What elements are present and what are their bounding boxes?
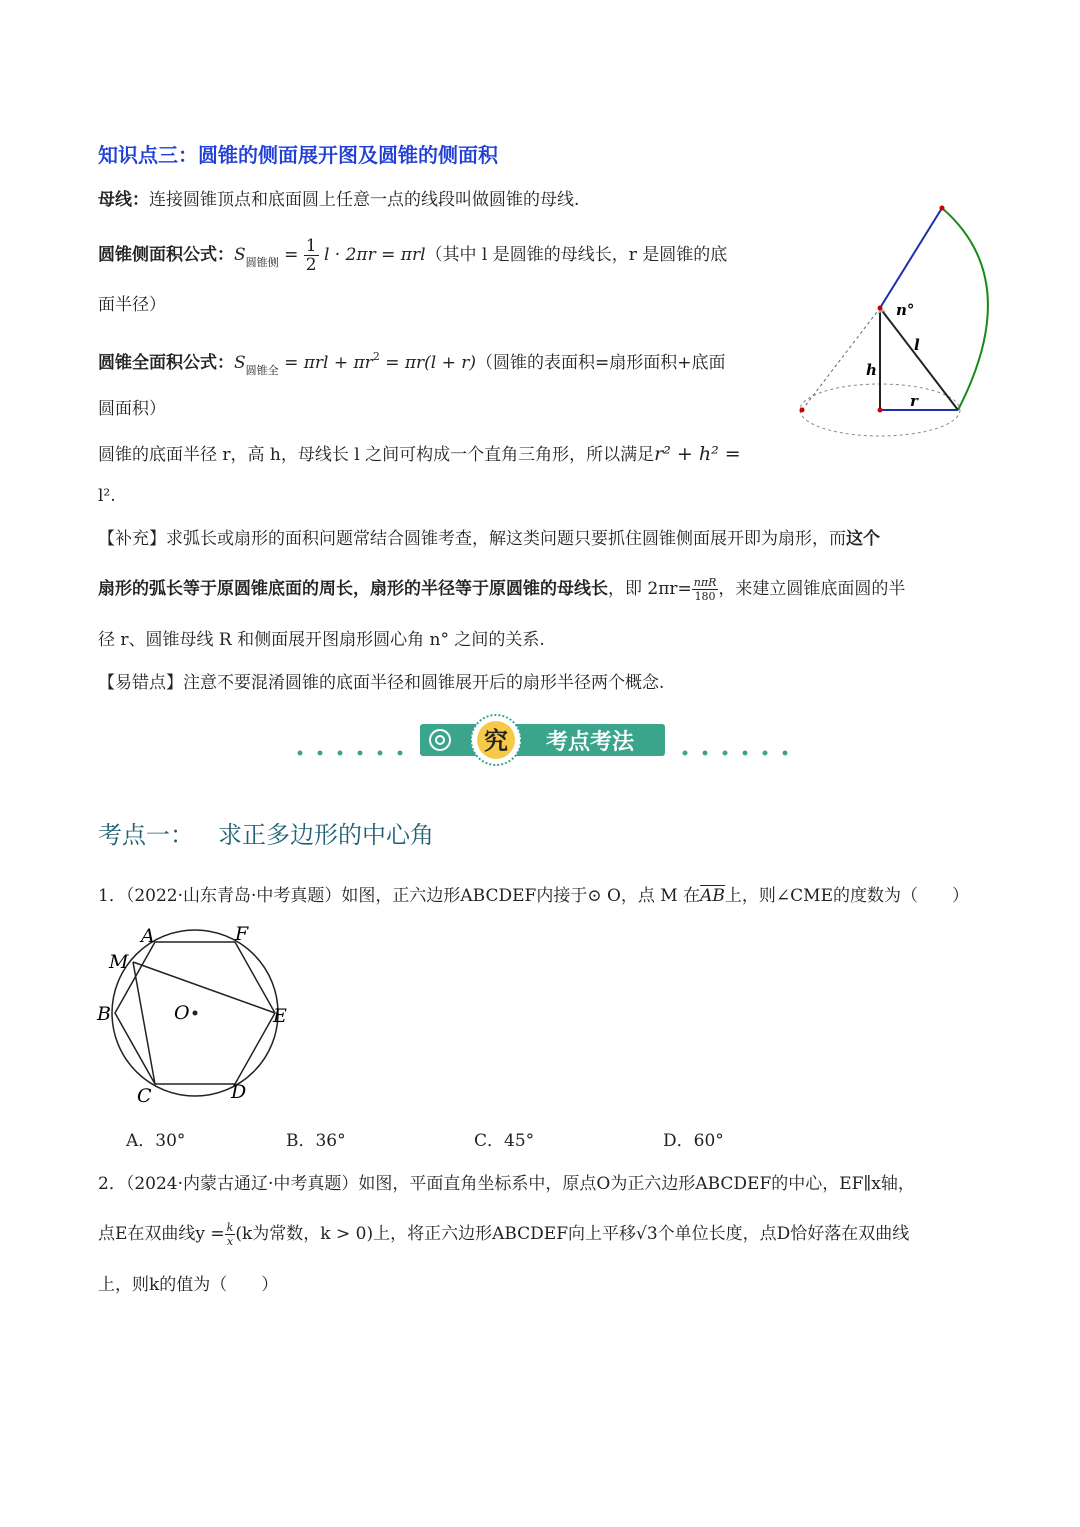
lateral-note: （其中 l 是圆锥的母线长，r 是圆锥的底 (425, 245, 728, 265)
label-C: C (137, 1085, 152, 1107)
total-formula: = πrl + πr (284, 353, 373, 373)
q2-frac-num: k (226, 1221, 234, 1234)
lateral-sub: 圆锥侧 (245, 256, 279, 269)
cone-slant-height (880, 308, 958, 410)
generatrix-definition (98, 187, 579, 213)
question-2-line-3: 上，则k的值为（ ） (98, 1275, 279, 1295)
q1-arc: $\overline{AB}$ (700, 886, 725, 906)
total-square: 2 (372, 350, 380, 363)
lateral-label: 圆锥侧面积公式： (98, 245, 234, 265)
section-heading: 知识点三：圆锥的侧面展开图及圆锥的侧面积 (98, 143, 498, 167)
point-o (193, 1011, 198, 1016)
q1-text-2: 上，则∠CME的度数为（ ） (724, 886, 969, 906)
supplement-line-3: 径 r、圆锥母线 R 和侧面展开图扇形圆心角 n° 之间的关系. (98, 630, 545, 650)
relation-tail: l². (98, 486, 116, 506)
q2-line2-a: 点E在双曲线y = (98, 1224, 225, 1244)
lateral-note-continued: 面半径） (98, 295, 166, 315)
total-label: 圆锥全面积公式： (98, 353, 234, 373)
supplement-line-2 (98, 576, 905, 603)
lateral-rest: l · 2πr = πrl (323, 245, 426, 265)
lateral-area-formula (98, 237, 727, 276)
label-F: F (235, 923, 249, 945)
cone-slant-unrolled (880, 208, 942, 308)
point-top (940, 206, 945, 211)
banner-dots-left (298, 751, 403, 756)
total-area-formula (98, 344, 726, 384)
supplement-bold-1: 这个 (846, 529, 880, 549)
label-B: B (97, 1003, 111, 1025)
kaodian-title: 求正多边形的中心角 (218, 821, 434, 849)
sector-arc (942, 208, 988, 410)
lateral-eq: = (284, 245, 299, 265)
label-M: M (109, 951, 129, 973)
point-center (878, 408, 883, 413)
lateral-S: S (234, 245, 246, 265)
banner-dots-right (683, 751, 788, 756)
q1-text: 1．（2022·山东青岛·中考真题）如图，正六边形ABCDEF内接于⊙ O，点 M 在 (98, 886, 701, 906)
hexagon-diagram (95, 920, 300, 1110)
banner-title: 考点考法 (545, 730, 635, 755)
supplement-fraction (692, 576, 719, 603)
lateral-frac-num: 1 (305, 236, 317, 256)
label-O: O (174, 1002, 190, 1024)
supplement-tail: ，来建立圆锥底面圆的半 (718, 579, 906, 599)
supplement-prefix: 【补充】求弧长或扇形的面积问题常结合圆锥考查，解这类问题只要抓住圆锥侧面展开即为扇形，而 (98, 529, 846, 549)
relation-formula: r² + h² = (654, 443, 741, 465)
lateral-fraction (304, 237, 319, 274)
total-note: （圆锥的表面积=扇形面积+底面 (476, 353, 726, 373)
relation-line (98, 441, 741, 468)
supplement-bold-2: 扇形的弧长等于原圆锥底面的周长，扇形的半径等于原圆锥的母线长 (98, 579, 608, 599)
segment-me (133, 962, 275, 1013)
label-D: D (231, 1081, 247, 1103)
supplement-frac-num: nπR (693, 576, 717, 589)
supplement-line-1 (98, 526, 880, 552)
q2-fraction (225, 1221, 236, 1248)
question-2-line-1: 2．（2024·内蒙古通辽·中考真题）如图，平面直角坐标系中，原点O为正六边形ABCDEF的中心，EF∥x轴， (98, 1174, 915, 1194)
total-sub: 圆锥全 (245, 364, 279, 377)
q2-line2-b: (k为常数，k > 0)上，将正六边形ABCDEF向上平移√3个单位长度，点D恰好落在双曲线 (235, 1224, 910, 1244)
relation-text: 圆锥的底面半径 r，高 h，母线长 l 之间可构成一个直角三角形，所以满足 (98, 445, 655, 465)
point-left (800, 408, 805, 413)
q1-option-c[interactable]: C．45° (474, 1131, 535, 1151)
q1-option-b[interactable]: B．36° (286, 1131, 346, 1151)
cone-hidden-edge (802, 308, 880, 410)
label-r: r (910, 392, 918, 410)
question-2-line-2 (98, 1221, 909, 1248)
label-E: E (273, 1005, 287, 1027)
label-n: n° (896, 301, 915, 319)
q1-option-a[interactable]: A．30° (126, 1131, 186, 1151)
q1-option-d[interactable]: D．60° (663, 1131, 724, 1151)
label-h: h (866, 361, 877, 379)
label-l: l (914, 336, 920, 354)
badge-char: 究 (484, 727, 508, 755)
total-note-continued: 圆面积） (98, 399, 166, 419)
supplement-frac-den: 180 (694, 590, 716, 603)
cone-diagram (790, 200, 1020, 450)
supplement-mid: ，即 2πr= (608, 579, 692, 599)
generatrix-text: 连接圆锥顶点和底面圆上任意一点的线段叫做圆锥的母线. (149, 190, 580, 210)
total-S: S (234, 353, 246, 373)
kaodian-heading (98, 815, 434, 850)
question-1-stem (98, 883, 969, 909)
lateral-frac-den: 2 (305, 255, 317, 275)
kaodian-label: 考点一： (98, 821, 194, 849)
point-apex (878, 306, 883, 311)
error-prone-note: 【易错点】注意不要混淆圆锥的底面半径和圆锥展开后的扇形半径两个概念. (98, 673, 665, 693)
q2-frac-den: x (226, 1235, 234, 1248)
label-A: A (141, 925, 155, 947)
generatrix-label: 母线： (98, 190, 149, 210)
total-formula-2: = πr(l + r) (379, 353, 477, 373)
section-banner (290, 712, 800, 768)
